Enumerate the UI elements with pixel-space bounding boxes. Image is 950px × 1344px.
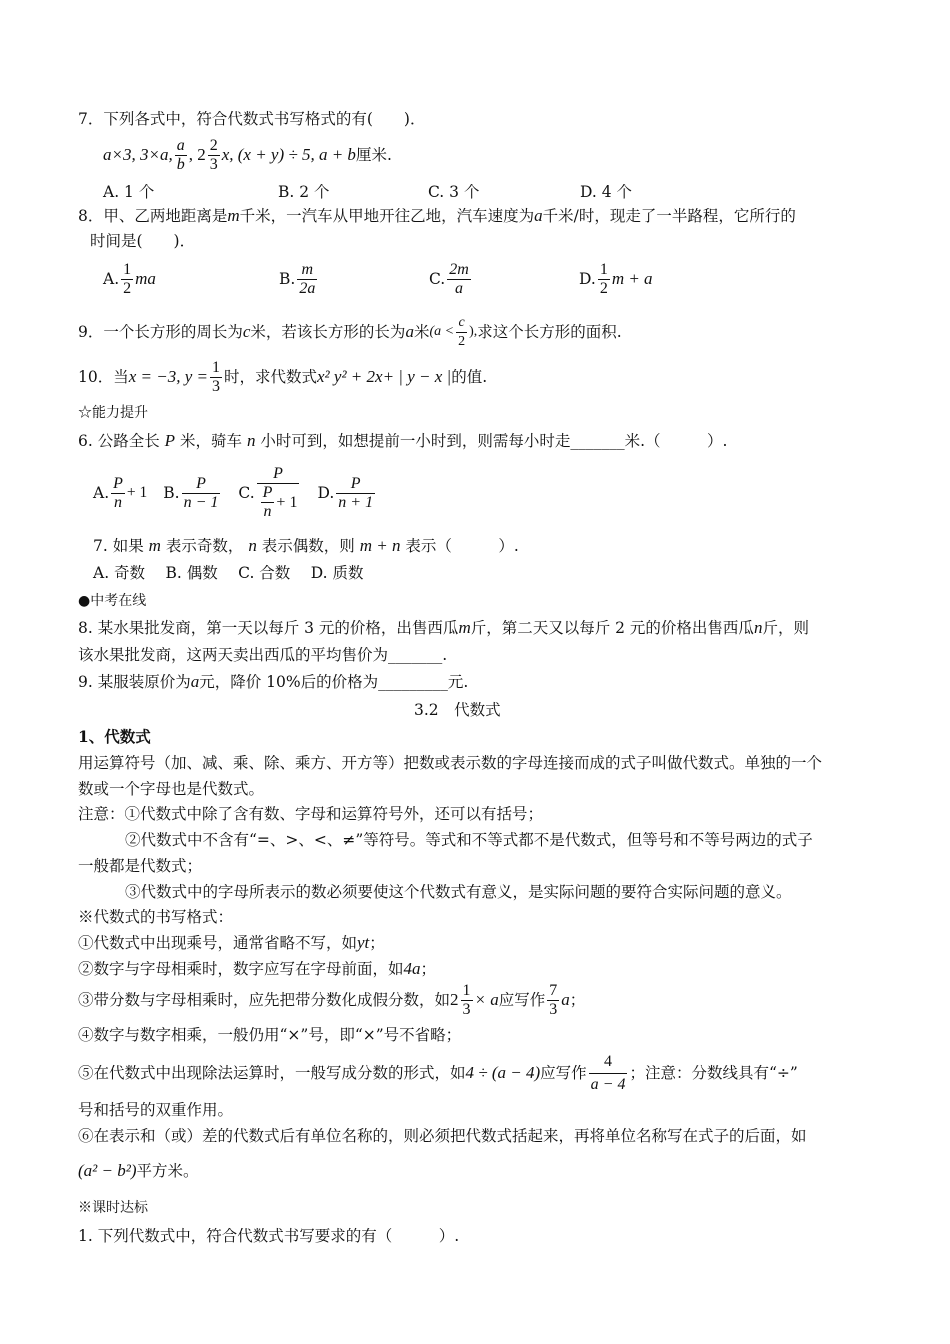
q8-text-b: 千米，一汽车从甲地开往乙地，汽车速度为 <box>239 207 535 225</box>
exam-question-8-line-2: 该水果批发商，这两天卖出西瓜的平均售价为_______. <box>78 646 448 664</box>
f5-num: 4 <box>589 1051 628 1074</box>
a6-a-tail: + 1 <box>126 484 148 501</box>
f2-end: ； <box>420 960 437 978</box>
a6-d-den: n + 1 <box>338 493 374 511</box>
q10-den: 3 <box>212 377 220 395</box>
q9-text-b: 米，若该长方形的长为 <box>250 323 406 341</box>
format-rule-5-line-2: 号和括号的双重作用。 <box>78 1101 234 1119</box>
class-question-1: 1. 下列代数式中，符合代数式书写要求的有（ ）. <box>78 1227 460 1245</box>
a6-option-a-label: A. <box>93 484 110 502</box>
note-2: ②代数式中不含有“=、>、<、≠”等符号。等式和不等式都不是代数式，但等号和不等号两边的式子 <box>125 831 813 849</box>
q8-option-b[interactable] <box>279 261 429 298</box>
f3-num: 1 <box>462 981 471 999</box>
q9-cond-a: (a < <box>429 324 455 339</box>
e8-var-m: m <box>458 618 471 637</box>
a6-b-fraction <box>182 475 221 512</box>
q7-unit: 厘米. <box>355 146 392 164</box>
q8-option-d-label: D. <box>579 270 596 288</box>
question-10 <box>78 356 487 398</box>
q7-frac-num: a <box>176 136 185 154</box>
q10-text-a: 10．当 <box>78 368 129 386</box>
definition-line-2: 数或一个字母也是代数式。 <box>78 780 265 798</box>
format-rule-6-line-2 <box>78 1160 199 1182</box>
ability-question-7 <box>93 535 519 557</box>
a6-a-num: P <box>113 474 123 492</box>
q8-d-num: 1 <box>599 260 608 278</box>
q8-option-a[interactable] <box>103 261 279 298</box>
f5-write: 应写作 <box>540 1064 587 1082</box>
q8-option-d-fraction <box>598 261 610 298</box>
ability-heading: ☆能力提升 <box>78 405 148 421</box>
q9-var-a: a <box>405 322 414 341</box>
f3-text: ③带分数与字母相乘时，应先把带分数化成假分数，如 <box>78 991 451 1009</box>
q8-c-num: 2m <box>449 260 469 278</box>
a7-text-d: 表示（ ）. <box>405 537 519 555</box>
q9-text-a: 9．一个长方形的周长为 <box>78 323 243 341</box>
q7-option-b[interactable]: B. 2 个 <box>278 183 330 201</box>
a7-text-c: 表示偶数，则 <box>261 537 355 555</box>
a6-c-inner-fraction <box>261 484 275 521</box>
f1-text: ①代数式中出现乘号，通常省略不写，如 <box>78 934 358 952</box>
ability-q7-options[interactable]: A. 奇数 B. 偶数 C. 合数 D. 质数 <box>93 564 364 582</box>
a6-b-num: P <box>182 475 221 494</box>
a6-option-d-label: D. <box>317 484 335 502</box>
q8-b-den: 2a <box>299 279 316 297</box>
q7-option-a[interactable]: A. 1 个 <box>103 183 155 201</box>
f3-whole: 2 <box>450 990 459 1009</box>
a6-c-tail: + 1 <box>276 493 298 511</box>
f6-unit: 平方米。 <box>136 1162 199 1180</box>
a6-d-num: P <box>336 475 375 494</box>
q8-option-a-fraction <box>121 261 133 298</box>
q7-expr-a: a×3, 3×a, <box>103 145 173 164</box>
q8-option-d[interactable] <box>579 261 653 298</box>
question-8-line-1 <box>78 205 796 227</box>
f3-fraction <box>461 982 473 1019</box>
f3-end: ； <box>569 991 586 1009</box>
q8-a-den: 2 <box>123 279 132 297</box>
q8-a-tail: ma <box>135 269 156 288</box>
q10-num: 1 <box>212 358 220 376</box>
q7-mixed-fraction <box>208 137 220 174</box>
q9-text-d: 求这个长方形的面积. <box>477 323 622 341</box>
e8-text-c: 斤，则 <box>762 619 809 637</box>
q10-expr-b: x² y² + 2x+ | y − x | <box>317 367 452 386</box>
format-rule-3 <box>78 979 585 1021</box>
f2-expr: 4a <box>403 959 421 978</box>
q9-text-c: 米 <box>413 323 430 341</box>
q8-d-den: 2 <box>599 279 608 297</box>
a6-option-a[interactable] <box>93 475 147 512</box>
q8-c-den: a <box>455 279 464 297</box>
question-9 <box>78 312 622 352</box>
e9-var-a: a <box>190 672 200 691</box>
q7-mixed-den: 3 <box>209 155 218 173</box>
q8-var-a: a <box>534 206 543 225</box>
format-heading: ※代数式的书写格式： <box>78 908 234 926</box>
a6-text-c: 小时可到，如想提前一小时到，则需每小时走_______米.（ ）. <box>260 432 728 450</box>
f3-fraction-2 <box>547 982 559 1019</box>
format-rule-6-line-1: ⑥在表示和（或）差的代数式后有单位名称的，则必须把代数式括起来，再将单位名称写在式子的后面，如 <box>78 1127 807 1145</box>
question-7-expressions: a×3, 3×a, $\frac{a}{b}$ , 2 $\frac{2}{3}$ x, (x + y) ÷ 5, a + b 厘米. <box>103 136 392 173</box>
format-rule-2 <box>78 958 436 980</box>
question-7-stem: 7．下列各式中，符合代数式书写格式的有( )． <box>78 110 426 128</box>
a6-option-b-label: B. <box>163 484 180 502</box>
q8-b-num: m <box>297 261 317 280</box>
a6-c-inner-num: P <box>262 484 273 501</box>
q7-option-c[interactable]: C. 3 个 <box>428 183 480 201</box>
q9-var-c: c <box>242 322 251 341</box>
f3-num-2: 7 <box>549 981 558 999</box>
a6-c-inner-den: n <box>263 503 272 520</box>
f5-text: ⑤在代数式中出现除法运算时，一般写成分数的形式，如 <box>78 1064 466 1082</box>
a6-var-P: P <box>164 431 176 450</box>
q7-expr-b: x, (x + y) ÷ 5, a + b <box>221 145 356 164</box>
exam-question-8-line-1 <box>78 617 809 639</box>
f1-expr: yt <box>357 933 370 952</box>
q8-text-c: 千米/时，现走了一半路程，它所行的 <box>542 207 796 225</box>
q9-cond-b: ), <box>469 324 478 339</box>
format-rule-5 <box>78 1051 798 1095</box>
q10-text-b: 时，求代数式 <box>224 368 318 386</box>
f6-expr: (a² − b²) <box>78 1161 137 1180</box>
question-7-options <box>103 180 632 202</box>
q7-mixed-whole: 2 <box>197 145 206 164</box>
q10-expr-a: x = −3, y = <box>128 367 208 386</box>
note-3: 一般都是代数式； <box>78 857 203 875</box>
a6-a-fraction <box>111 475 125 512</box>
question-8-line-2: 时间是( )． <box>90 232 196 250</box>
a6-option-c[interactable] <box>238 465 301 521</box>
exam-question-9 <box>78 671 468 693</box>
q8-option-a-label: A. <box>103 270 120 288</box>
ability-q6-options <box>93 458 377 528</box>
q8-option-b-fraction <box>297 261 317 298</box>
e8-text-b: 斤，第二天又以每斤 2 元的价格出售西瓜 <box>470 619 754 637</box>
a6-option-b[interactable] <box>163 475 222 512</box>
q7-mixed-num: 2 <box>209 136 218 154</box>
a6-b-den: n − 1 <box>183 493 219 511</box>
a6-d-fraction <box>336 475 375 512</box>
e9-text-b: 元，降价 10%后的价格为_________元. <box>199 673 469 691</box>
a6-c-num: P <box>257 465 300 484</box>
e8-var-n: n <box>753 618 763 637</box>
q7-mixed-number <box>197 137 222 174</box>
f3-den: 3 <box>462 1000 471 1018</box>
e9-text-a: 9. 某服装原价为 <box>78 673 191 691</box>
class-heading: ※课时达标 <box>78 1200 148 1216</box>
q8-option-b-label: B. <box>279 270 296 288</box>
a6-option-d[interactable] <box>317 475 377 512</box>
a6-a-den: n <box>114 493 123 511</box>
note-4: ③代数式中的字母所表示的数必须要使这个代数式有意义，是实际问题的要符合实际问题的意义。 <box>125 883 792 901</box>
e8-text-a: 8. 某水果批发商，第一天以每斤 3 元的价格，出售西瓜 <box>78 619 459 637</box>
q7-option-d[interactable]: D. 4 个 <box>580 183 633 201</box>
q8-option-c[interactable] <box>429 261 579 298</box>
q9-cond-fraction <box>456 314 467 351</box>
q9-cond-den: 2 <box>458 333 466 349</box>
f5-den: a − 4 <box>590 1075 626 1093</box>
q8-var-m: m <box>227 206 240 225</box>
f3-var: a <box>561 990 570 1009</box>
a6-text-b: 米，骑车 <box>179 432 242 450</box>
a7-var-m: m <box>148 536 161 555</box>
a7-var-n: n <box>248 536 257 555</box>
f5-expr: 4 ÷ (a − 4) <box>465 1063 541 1082</box>
ability-question-6 <box>78 430 727 452</box>
format-rule-4: ④数字与数字相乘，一般仍用“×”号，即“×”号不省略； <box>78 1026 462 1044</box>
a7-text-a: 7. 如果 <box>93 537 144 555</box>
q8-a-num: 1 <box>123 260 132 278</box>
f3-mid: × a <box>474 990 499 1009</box>
q8-d-tail: m + a <box>611 269 653 288</box>
q7-fraction-ab <box>175 137 187 174</box>
a7-expr: m + n <box>359 536 401 555</box>
exam-heading: ●中考在线 <box>78 593 147 609</box>
subsection-heading: 1、代数式 <box>78 727 151 746</box>
question-8-options <box>103 258 653 300</box>
a6-c-den <box>257 484 300 521</box>
a6-text-a: 6. 公路全长 <box>78 432 160 450</box>
q8-option-c-fraction <box>447 261 471 298</box>
definition-line-1: 用运算符号（加、减、乘、除、乘方、开方等）把数或表示数的字母连接而成的式子叫做代数式。单独的一个 <box>78 754 823 772</box>
q8-option-c-label: C. <box>429 270 446 288</box>
q10-fraction <box>210 359 222 396</box>
section-title: 3.2 代数式 <box>414 701 501 719</box>
f5-note: ；注意：分数线具有“÷” <box>629 1064 798 1082</box>
a6-var-n: n <box>246 431 256 450</box>
a6-option-c-label: C. <box>238 484 255 502</box>
f3-mixed-number <box>450 982 475 1019</box>
format-rule-1 <box>78 932 385 954</box>
note-1: 注意：①代数式中除了含有数、字母和运算符号外，还可以有括号； <box>78 805 544 823</box>
f2-text: ②数字与字母相乘时，数字应写在字母前面，如 <box>78 960 404 978</box>
f3-write: 应写作 <box>498 991 546 1009</box>
q8-text-a: 8．甲、乙两地距离是 <box>78 207 228 225</box>
f1-end: ； <box>369 934 385 952</box>
q9-cond-num: c <box>456 314 467 333</box>
a7-text-b: 表示奇数， <box>165 537 244 555</box>
f5-fraction <box>589 1051 628 1096</box>
q10-text-c: 的值. <box>451 368 488 386</box>
q7-frac-den: b <box>176 155 185 173</box>
a6-c-fraction <box>257 465 300 521</box>
f3-den-2: 3 <box>549 1000 558 1018</box>
